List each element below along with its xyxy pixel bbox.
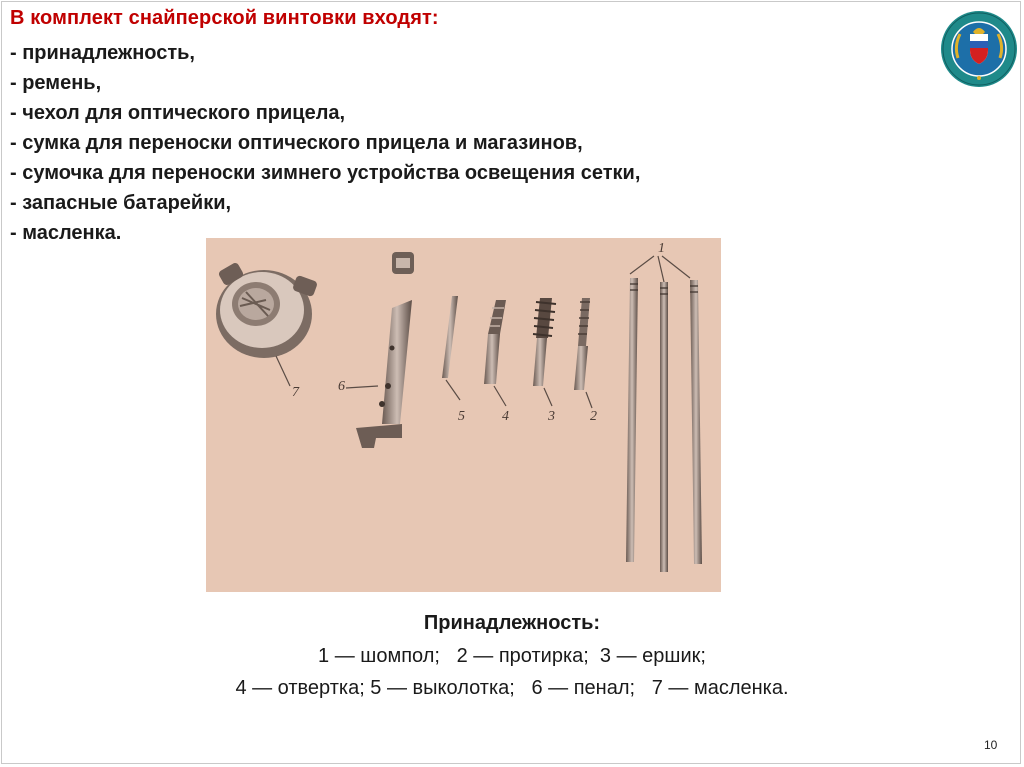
list-item: - сумочка для переноски зимнего устройства освещения сетки, <box>10 162 641 184</box>
slide-title: В комплект снайперской винтовки входят: <box>10 7 439 29</box>
list-item: - чехол для оптического прицела, <box>10 102 346 124</box>
list-item: - масленка. <box>10 222 122 244</box>
screwdriver-drawing <box>484 300 506 406</box>
oiler-drawing <box>216 262 318 386</box>
punch-drawing <box>442 296 460 400</box>
kit-list <box>10 38 640 248</box>
caption-title: Принадлежность: <box>423 612 601 634</box>
brush-drawing <box>533 298 556 406</box>
wiper-drawing <box>574 298 592 408</box>
list-item: - принадлежность, <box>10 42 195 64</box>
figure-label-6: 6 <box>338 379 345 394</box>
figure-label-3: 3 <box>548 409 555 424</box>
page-number: 10 <box>984 738 998 752</box>
accessory-kit-photo <box>206 238 721 592</box>
figure-label-4: 4 <box>502 409 509 424</box>
figure-label-2: 2 <box>590 409 597 424</box>
list-item: - запасные батарейки, <box>10 192 232 214</box>
list-item: - сумка для переноски оптического прицела и магазинов, <box>10 132 583 154</box>
caption-line: 1 — шомпол; 2 — протирка; 3 — ершик; <box>318 645 706 667</box>
academy-emblem-icon <box>940 10 1018 88</box>
caption-line: 4 — отвертка; 5 — выколотка; 6 — пенал; 7 — масленка. <box>235 677 789 699</box>
figure-label-1: 1 <box>658 241 665 256</box>
case-drawing <box>346 252 414 448</box>
figure-label-7: 7 <box>292 385 299 400</box>
cleaning-rods-drawing <box>626 256 702 572</box>
figure-label-5: 5 <box>458 409 465 424</box>
list-item: - ремень, <box>10 72 102 94</box>
